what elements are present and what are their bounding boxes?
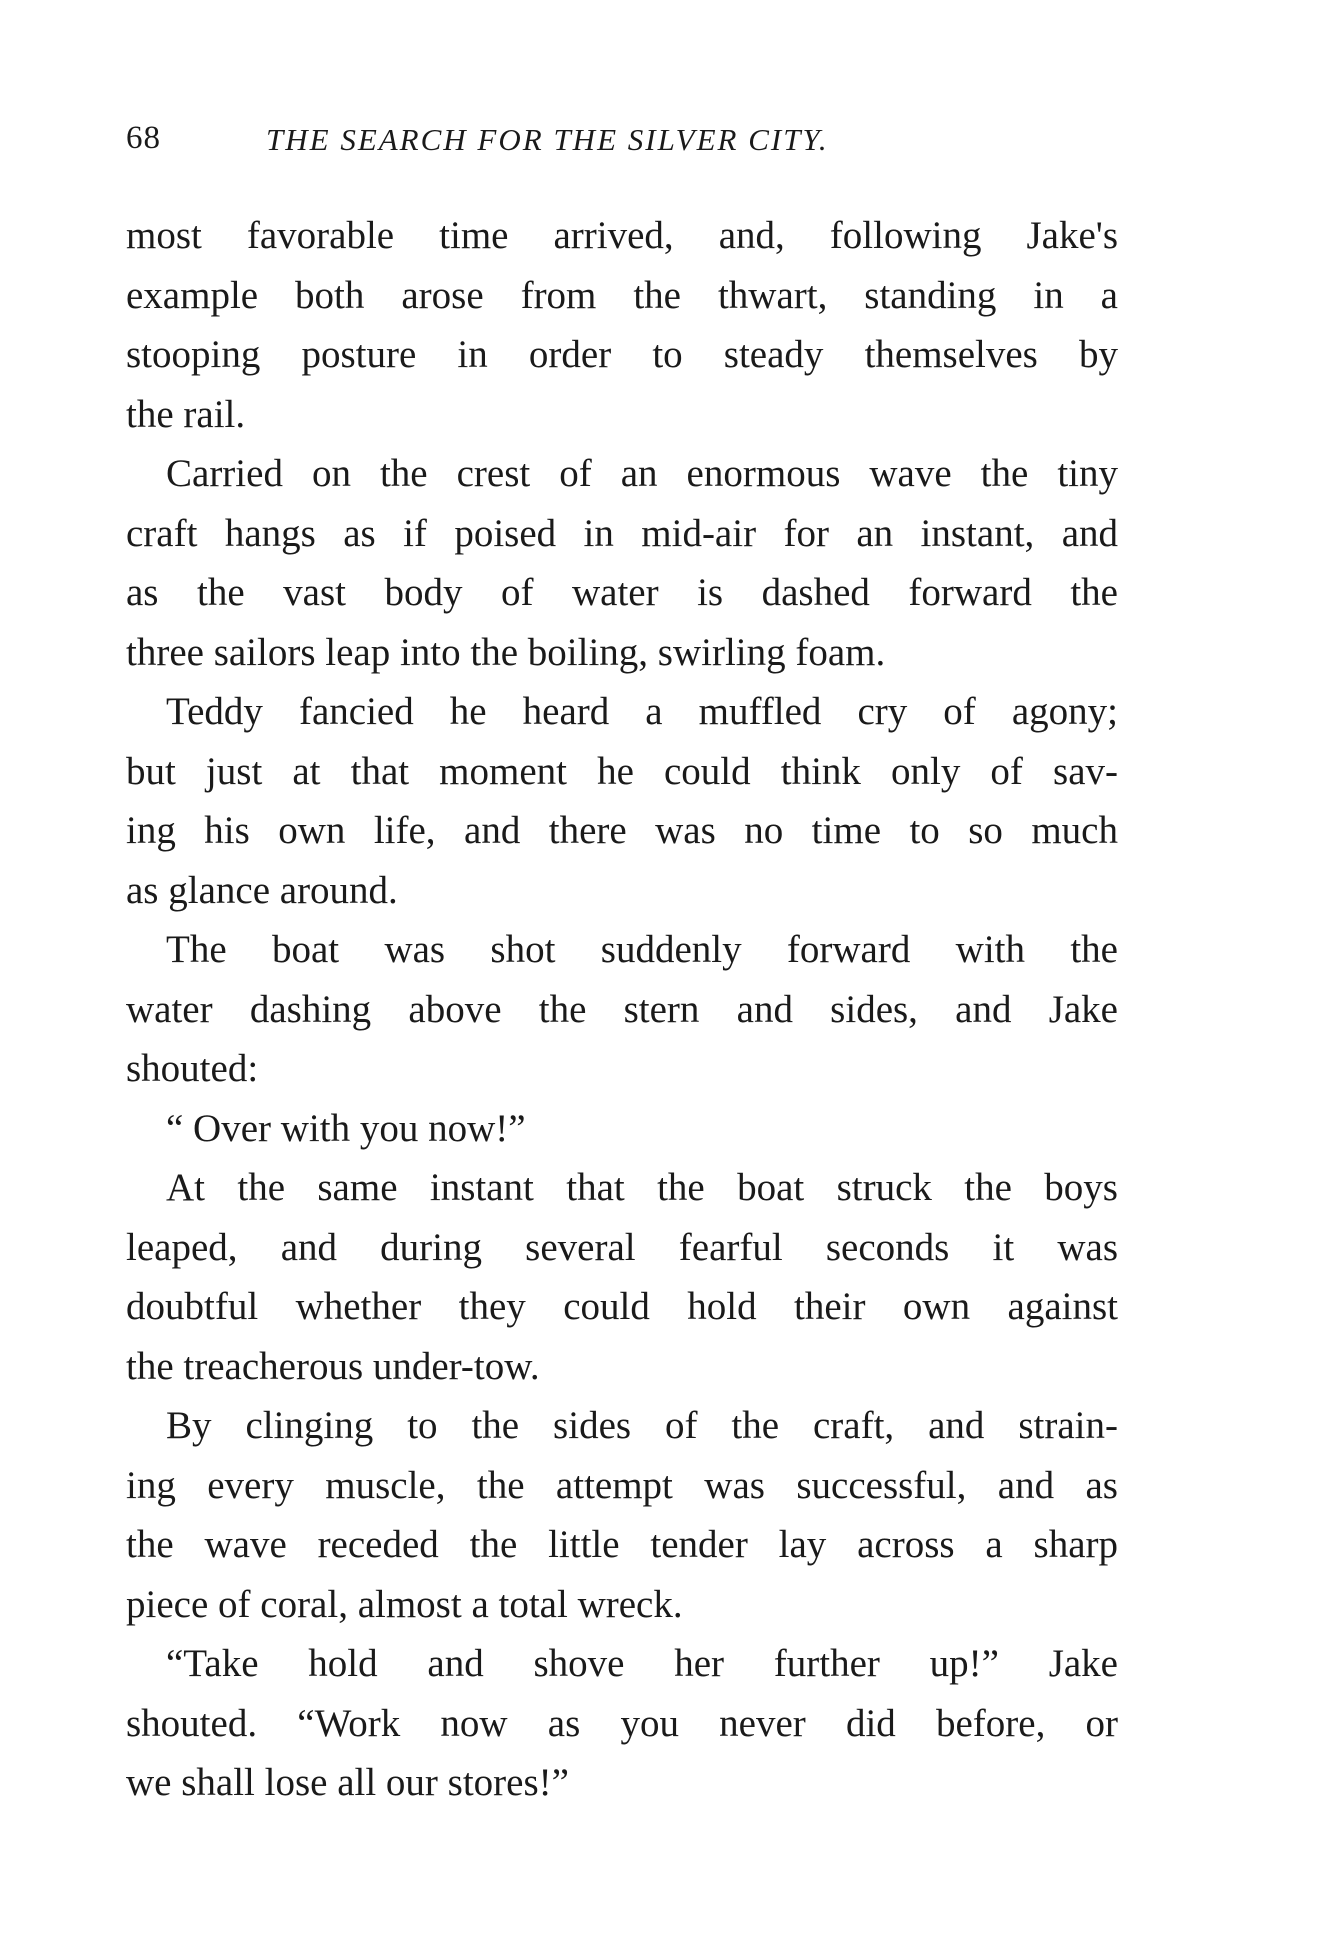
text-line: doubtful whether they could hold their own against <box>126 1285 1118 1328</box>
text-line: we shall lose all our stores!” <box>126 1761 569 1804</box>
running-title: THE SEARCH FOR THE SILVER CITY. <box>266 122 829 157</box>
text-line: shouted: <box>126 1047 259 1090</box>
text-line: craft hangs as if poised in mid-air for an instant, and <box>126 511 1118 555</box>
running-head <box>126 120 1006 170</box>
text-line: water dashing above the stern and sides, and Jake <box>126 987 1118 1031</box>
text-line: the treacherous under-tow. <box>126 1344 540 1388</box>
text-line: Carried on the crest of an enormous wave the tiny <box>166 452 1118 495</box>
text-line: the rail. <box>126 392 246 436</box>
text-line: stooping posture in order to steady themselves by <box>126 333 1118 376</box>
text-line: the wave receded the little tender lay across a sharp <box>126 1523 1118 1566</box>
text-line: “ Over with you now!” <box>166 1106 526 1150</box>
text-line: Teddy fancied he heard a muffled cry of agony; <box>166 690 1118 733</box>
text-line: as the vast body of water is dashed forward the <box>126 571 1118 614</box>
text-line: as glance around. <box>126 868 398 912</box>
body-text <box>126 206 1118 1813</box>
text-line: example both arose from the thwart, standing in a <box>126 273 1118 317</box>
page-number: 68 <box>126 120 161 156</box>
text-line: but just at that moment he could think only of sav- <box>126 749 1118 793</box>
text-line: most favorable time arrived, and, following Jake's <box>126 214 1118 257</box>
text-line: shouted. “Work now as you never did before, or <box>126 1701 1118 1745</box>
text-line: By clinging to the sides of the craft, and strain- <box>166 1404 1118 1447</box>
text-line: piece of coral, almost a total wreck. <box>126 1582 683 1626</box>
text-line: three sailors leap into the boiling, swirling foam. <box>126 630 886 674</box>
text-line: The boat was shot suddenly forward with the <box>166 928 1118 971</box>
text-line: ing every muscle, the attempt was successful, and as <box>126 1463 1118 1507</box>
text-line: At the same instant that the boat struck the boys <box>166 1166 1118 1209</box>
text-line: leaped, and during several fearful seconds it was <box>126 1225 1118 1269</box>
text-line: ing his own life, and there was no time to so much <box>126 809 1118 852</box>
text-line: “Take hold and shove her further up!” Jake <box>166 1642 1118 1685</box>
